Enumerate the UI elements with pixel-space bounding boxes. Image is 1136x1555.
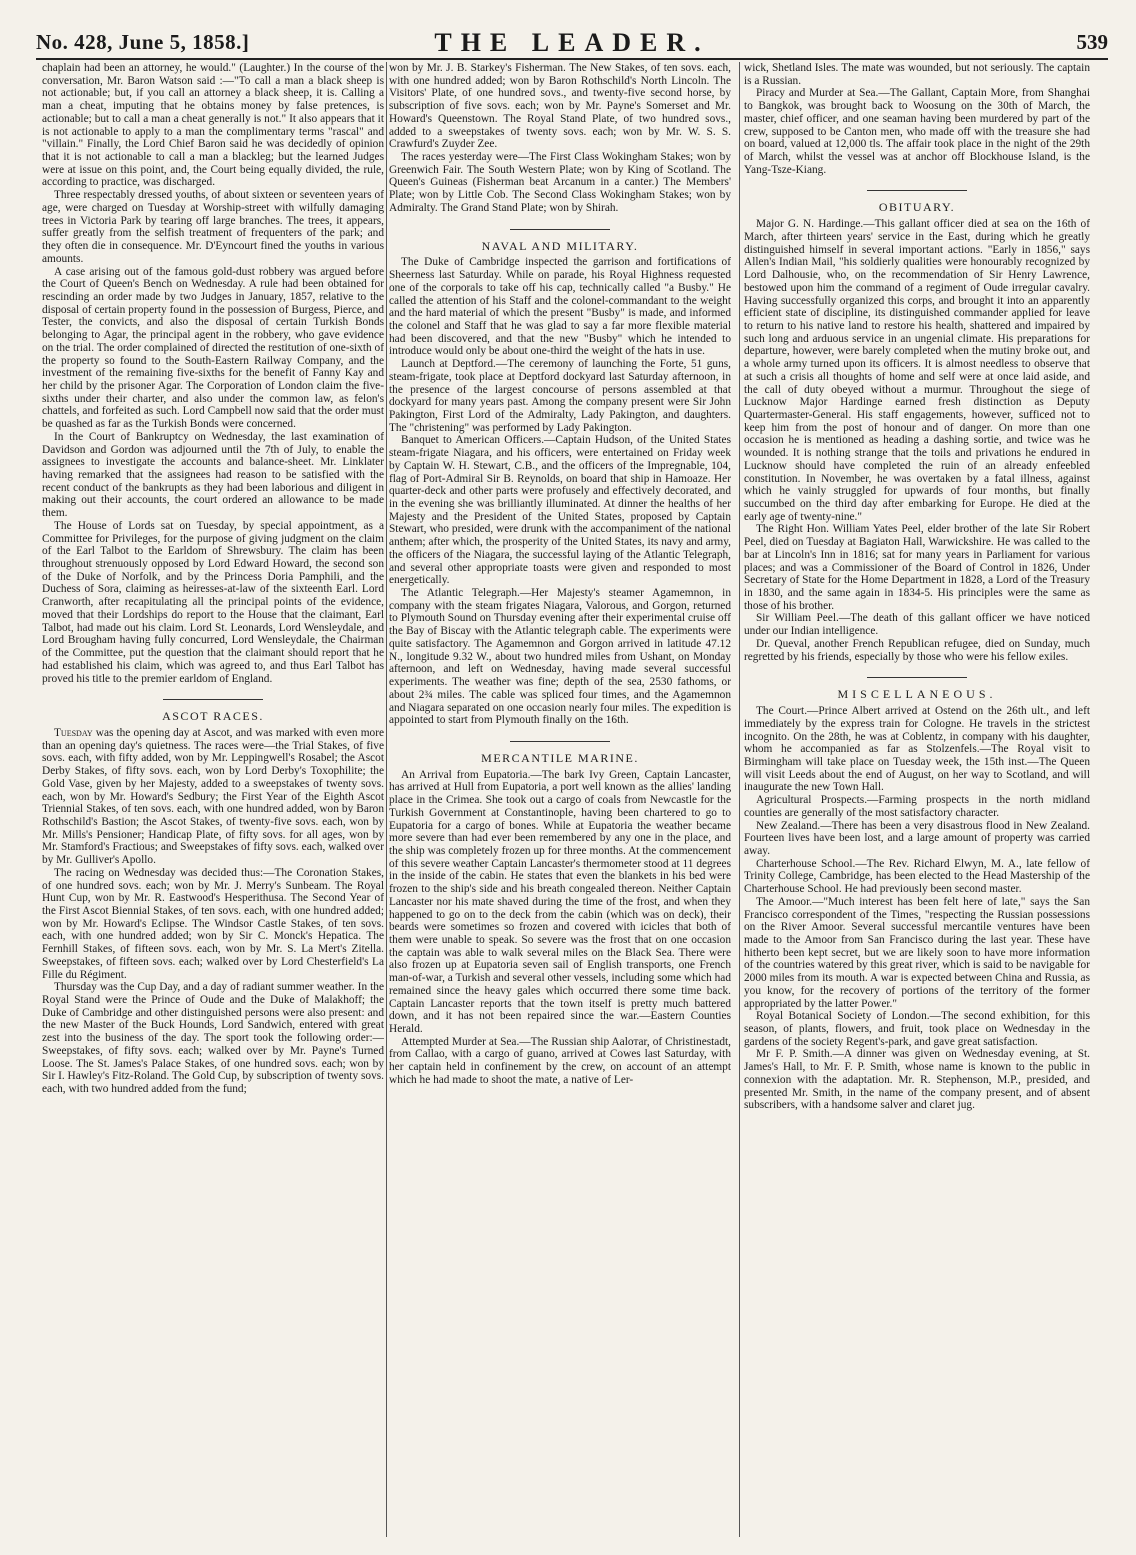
lead-word: Tuesday	[54, 726, 93, 739]
section-heading-naval: NAVAL AND MILITARY.	[481, 238, 639, 253]
article-paragraph: The Atlantic Telegraph.—Her Majesty's steamer Agamemnon, in company with the steam frigates Niagara, Valorous, and Gorgon, returned to Plymouth Sound on Thursday evening after their experimental cruise off the Bay of Biscay with the Atlantic telegraph cable. The experiments were quite satisfactory. The Agamemnon and Gorgon arrived in latitude 47.12 N., longitude 9.32 W., about two hundred miles from Ushant, on Monday afternoon, and left on Wednesday, having made several successful experiments. The weather was fine; depth of the sea, 2530 fathoms, or about 2¾ miles. The cable was spliced four times, and the Agamemnon and Niagara separated on one occasion nearly four miles. The expedition is appointed to start from Plymouth finally on the 16th.	[389, 587, 731, 727]
article-paragraph: Charterhouse School.—The Rev. Richard Elwyn, M. A., late fellow of Trinity College, Cambridge, has been elected to the Head Mastership of the Charterhouse School. He had previously been second master.	[744, 857, 1090, 896]
column-divider	[386, 62, 387, 1537]
masthead	[36, 26, 1108, 60]
issue-date: No. 428, June 5, 1858.]	[36, 30, 250, 54]
article-paragraph: The races yesterday were—The First Class Wokingham Stakes; won by Greenwich Fair. The South Western Plate; won by King of Scotland. The Queen's Guineas (Fisherman beat Arcanum in a canter.) The Members' Plate; won by Little Cob. The Second Class Wokingham Stakes; won by Admiralty. The Grand Stand Plate; won by Shirah.	[389, 151, 731, 214]
section-heading-mercantile: MERCANTILE MARINE.	[481, 750, 639, 765]
section-heading-ascot: ASCOT RACES.	[162, 709, 264, 724]
article-paragraph: Piracy and Murder at Sea.—The Gallant, Captain More, from Shanghai to Bangkok, was brought back to Woosung on the 30th of March, the master, chief officer, and one seaman having been murdered by part of the crew, supposed to be Canton men, who made off with the treasure she had on board, valued at 12,000 tls. The affair took place in the night of the 29th of March, whilst the vessel was at anchor off Blockhouse Island, is the Yang-Tsze-Kiang.	[744, 87, 1090, 176]
article-paragraph: An Arrival from Eupatoria.—The bark Ivy Green, Captain Lancaster, has arrived at Hull from Eupatoria, a port well known as the allies' landing place in the Crimea. She took out a cargo of coals from Newcastle for the Turkish Government at Constantinople, having been chartered to go to Eupatoria for a cargo of bones. While at Eupatoria the weather became more severe than had ever been remembered by any one in the place, and the ship was completely frozen up for three months. At the commencement of this severe weather Captain Lancaster's thermometer stood at 11 degrees in the inside of the cabin. He states that even the blankets in his bed were frozen to the ship's side and his breath congealed thereon. Neither Captain Lancaster nor his mate shaved during the time of the frost, and when they happened to go on to the deck from the cabin (which was on deck), their beards were sometimes so frozen and covered with icicles that both of them were unable to speak. So severe was the frost that on one occasion the captain was able to walk several miles on the Black Sea. There were also frozen up at Eupatoria seven sail of English transports, one French man-of-war, a Turkish and several other vessels, including some which had remained since the heavy gales which occurred there some time back. Captain Lancaster reports that the town itself is pretty much battered down, and it has not been repaired since the war.—Eastern Counties Herald.	[389, 768, 731, 1036]
section-rule	[163, 699, 263, 700]
article-paragraph: Mr F. P. Smith.—A dinner was given on Wednesday evening, at St. James's Hall, to Mr. F. P. Smith, whose name is known to the public in connexion with the adaptation. Mr. R. Stephenson, M.P., presided, and presented Mr. Smith, in the name of the company present, and of absent subscribers, with a handsome salver and claret jug.	[744, 1048, 1090, 1112]
article-paragraph: The Right Hon. William Yates Peel, elder brother of the late Sir Robert Peel, died on Tuesday at Bagiaton Hall, Warwickshire. He was called to the bar at Lincoln's Inn in 1816; sat for many years in Parliament for various places; and was a Commissioner of the Board of Control in 1826, Under Secretary of State for the Home Department in 1828, a Lord of the Treasury in 1830, and the same again in 1834-5. His principles were the same as those of his brother.	[744, 523, 1090, 612]
article-paragraph: A case arising out of the famous gold-dust robbery was argued before the Court of Queen's Bench on Wednesday. A rule had been obtained for rescinding an order made by two Judges in January, 1857, relative to the disposal of certain property found in the possession of Burgess, Pierce, and Tester, the convicts, and also the disposal of certain Turkish Bonds belonging to Agar, the principal agent in the robbery, who gave evidence on the trial. The order complained of directed the restitution of one-sixth of the property so found to the South-Eastern Railway Company, and the investment of the remaining five-sixths for the benefit of Fanny Kay and her child by the prisoner Agar. The Corporation of London claim the five-sixths under their charter, and also under the common law, as felon's chattels, and forfeited as such. Lord Campbell now said that the order must be quashed as far as the Turkish Bonds were concerned.	[42, 265, 384, 431]
column-divider	[739, 62, 740, 1537]
newspaper-title: THE LEADER.	[434, 28, 710, 57]
article-paragraph: Attempted Murder at Sea.—The Russian ship Aaloтar, of Christinestadt, from Callao, with a cargo of guano, arrived at Cowes last Saturday, with her captain held in confinement by the crew, on account of an attempt which he had made to shoot the mate, a native of Ler-	[389, 1035, 731, 1086]
article-paragraph: Banquet to American Officers.—Captain Hudson, of the United States steam-frigate Niagara, and his officers, were entertained on Friday week by Captain W. H. Stewart, C.B., and the officers of the Impregnable, 104, flag of Port-Admiral Sir B. Reynolds, on board that ship in Hamoaze. Her quarter-deck and other parts were profusely and effectively decorated, and in the evening she was brilliantly illuminated. At dinner the healths of her Majesty and the President of the United States, proposed by Captain Stewart, who presided, were drunk with the accompaniment of the national anthem; after which, the prosperity of the United States, its navy and army, the officers of the Niagara, the successful laying of the Atlantic Telegraph, and several other appropriate toasts were given and responded to most energetically.	[389, 434, 731, 587]
page-number: 539	[1076, 30, 1108, 54]
column-3	[744, 62, 1090, 1542]
article-paragraph: New Zealand.—There has been a very disastrous flood in New Zealand. Fourteen lives have been lost, and a large amount of property was carried away.	[744, 819, 1090, 857]
article-paragraph: Sir William Peel.—The death of this gallant officer we have noticed under our Indian intelligence.	[744, 612, 1090, 638]
article-paragraph: Thursday was the Cup Day, and a day of radiant summer weather. In the Royal Stand were the Prince of Oude and the Duke of Malakhoff; the Duke of Cambridge and other distinguished persons were also present: and the new Master of the Buck Hounds, Lord Sandwich, entered with great zest into the business of the day. The sport took the following order:—Sweepstakes, of fifty sovs. each; walked over by Mr. Payne's Turned Loose. The St. James's Palace Stakes, of one hundred sovs. each; won by Sir I. Hawley's Fitz-Roland. The Gold Cup, by subscription of twenty sovs. each, with two hundred added from the fund;	[42, 981, 384, 1096]
article-paragraph: Three respectably dressed youths, of about sixteen or seventeen years of age, were charged on Tuesday at Worship-street with wilfully damaging trees in Victoria Park by tearing off large branches. The trees, it appears, suffer greatly from the selfish treatment of frequenters of the park; and they often die in consequence. Mr. D'Eyncourt fined the youths in various amounts.	[42, 189, 384, 265]
article-paragraph: The racing on Wednesday was decided thus:—The Coronation Stakes, of one hundred sovs. each; won by Mr. J. Merry's Sunbeam. The Royal Hunt Cup, won by Mr. R. Eastwood's Hesperithusa. The Second Year of the First Ascot Biennial Stakes, of ten sovs. each, with one hundred added; won by Mr. Howard's Eclipse. The Windsor Castle Stakes, of ten sovs. each, with one hundred added; won by Sir C. Monck's Hepatica. The Fernhill Stakes, of fifteen sovs. each, won by Mr. S. La Mert's Zitella. Sweepstakes, of fifteen sovs. each; walked over by Lord Chesterfield's La Fille du Régiment.	[42, 866, 384, 981]
article-paragraph: chaplain had been an attorney, he would." (Laughter.) In the course of the conversation, Mr. Baron Watson said :—"To call a man a black sheep is not actionable; but, if you call an attorney a black sheep, it is. Calling a man a cheat, imputing that he obtains money by false pretences, is actionable; but to call a man a cheat generally is not." It also appears that it is not actionable to apply to a man the complimentary terms "rascal" and "villain." Finally, the Lord Chief Baron said he was decidedly of opinion that it is not actionable to call a man a blackleg; but the learned Judges were at issue on this point, and, the Court being equally divided, the rule, according to practice, was discharged.	[42, 62, 384, 189]
article-paragraph: Dr. Queval, another French Republican refugee, died on Sunday, much regretted by his friends, especially by those who were his fellow exiles.	[744, 637, 1090, 663]
article-paragraph: The House of Lords sat on Tuesday, by special appointment, as a Committee for Privileges, for the purpose of giving judgment on the claim of the Earl Talbot to the Earldom of Shrewsbury. The claim has been throughout strenuously opposed by Lord Edward Howard, the second son of the Duke of Norfolk, and by the Princess Doria Pamphili, and the Duchess of Sora, claiming as heiresses-at-law of the sixteenth Earl. Lord Cranworth, after recapitulating all the principal points of the evidence, moved that their Lordships do report to the House that the claimant, Earl Talbot, had made out his claim. Lord St. Leonards, Lord Wensleydale, and Lord Brougham having fully concurred, Lord Wensleydale, the Chairman of the Committee, put the question that the claimant should report that he had established his claim, which was agreed to, and thus Earl Talbot has proved his title to the premier earldom of England.	[42, 519, 384, 685]
section-rule	[867, 190, 967, 191]
section-rule	[510, 741, 610, 742]
article-paragraph: Royal Botanical Society of London.—The second exhibition, for this season, of plants, flowers, and fruit, took place on Wednesday in the gardens of the society Regent's-park, and gave great satisfaction.	[744, 1010, 1090, 1048]
column-2	[389, 62, 731, 1542]
section-heading-miscellaneous: MISCELLANEOUS.	[837, 687, 997, 702]
article-paragraph: won by Mr. J. B. Starkey's Fisherman. The New Stakes, of ten sovs. each, with one hundred added; won by Baron Rothschild's North Lincoln. The Visitors' Plate, of one hundred sovs., and twenty-five second horse, by subscription of five sovs. each; won by Mr. Payne's Somerset and Mr. Howard's Queenstown. The Royal Stand Plate, of two hundred sovs., added to a sweepstakes of twenty sovs. each; won by Mr. W. S. S. Crawfurd's Zuyder Zee.	[389, 62, 731, 151]
article-paragraph: In the Court of Bankruptcy on Wednesday, the last examination of Davidson and Gordon was adjourned until the 7th of July, to enable the assignees to investigate the accounts and balance-sheet. Mr. Linklater having remarked that the assignees had reason to be satisfied with the recent conduct of the bankrupts as they had been laborious and diligent in making out their accounts, the court ordered an allowance to be made them.	[42, 430, 384, 520]
section-rule	[867, 677, 967, 678]
article-paragraph: wick, Shetland Isles. The mate was wounded, but not seriously. The captain is a Russian.	[744, 62, 1090, 87]
article-paragraph: The Duke of Cambridge inspected the garrison and fortifications of Sheerness last Saturday. While on parade, his Royal Highness requested one of the corporals to take off his cap, technically called "a Busby." He called the attention of his Staff and the colonel-commandant to the weight and the hard material of which the present "Busby" is made, and informed the colonel and Staff that he was glad to say a far more flexible material had been discovered, and that the new "Busby" which he intended to introduce would only be about one-third the weight of the hats in use.	[389, 256, 731, 358]
article-paragraph: The Amoor.—"Much interest has been felt here of late," says the San Francisco correspondent of the Times, "respecting the Russian possessions on the River Amoor. Several successful mercantile ventures have been made to the Amoor from San Francisco during the last year. These have hitherto been kept secret, but we are likely soon to have more information of the countries watered by this great river, which is said to be navigable for 2000 miles from its mouth. A war is expected between China and Russia, as you know, for the recovery of portions of the territory of the former appropriated by the latter Power."	[744, 895, 1090, 1010]
section-heading-obituary: OBITUARY.	[878, 200, 956, 215]
article-paragraph: The Court.—Prince Albert arrived at Ostend on the 26th ult., and left immediately by the express train for Cologne. He travels in the strictest incognito. On the 28th, he was at Coblentz, in company with his daughter, whom he accompanied as far as Stolzenfels.—The Royal visit to Birmingham will take place on Tuesday week, the 15th inst.—The Queen will visit Leeds about the end of August, on her way to Scotland, and will inaugurate the new Town Hall.	[744, 705, 1090, 794]
article-paragraph: Launch at Deptford.—The ceremony of launching the Forte, 51 guns, steam-frigate, took place at Deptford dockyard last Saturday afternoon, in the presence of the largest concourse of persons assembled at that dockyard for many years past. Among the company present were Sir John Pakington, First Lord of the Admiralty, Lady Pakington, and daughters. The "christening" was performed by Lady Pakington.	[389, 358, 731, 434]
column-1	[42, 62, 384, 1542]
article-paragraph: Major G. N. Hardinge.—This gallant officer died at sea on the 16th of March, after thirteen years' service in the East, during which he greatly distinguished himself in several important actions. "Early in 1856," says Allen's Indian Mail, "his soldierly qualities were honourably recognized by Lord Dalhousie, who, on the recommendation of Sir Henry Lawrence, bestowed upon him the command of a regiment of Oude irregular cavalry. Having successfully organized this corps, and brought it into an apparently efficient state of discipline, its distinguished commander applied for leave to return to his native land to restore his health, shattered and impaired by such long and arduous service in an ungenial climate. His preparations for departure, however, were barely completed when the mutiny broke out, and a whole army turned upon its officers. It is almost needless to observe that at such a crisis all thoughts of home and self were at once laid aside, and the call of duty obeyed without a murmur. Throughout the siege of Lucknow Major Hardinge earned fresh distinction as Deputy Quartermaster-General. His staff engagements, however, sufficed not to keep him from the post of honour and of danger. On more than one occasion he is mentioned as heading a dashing sortie, and twice was he wounded. It is nothing strange that the toils and privations he endured in Lucknow should have completed the ruin of an already enfeebled constitution. In November, he was overtaken by a fatal illness, against which he vainly struggled for upwards of four months, but finally succumbed on the third day after embarking for Europe. He died at the early age of twenty-nine."	[744, 218, 1090, 523]
article-text: was the opening day at Ascot, and was marked with even more than an opening day's quietness. The races were—the Trial Stakes, of five sovs. each, with fifty added, won by Mr. Leppingwell's Rosabel; the Ascot Derby Stakes, of fifty sovs. each, won by Lord Derby's Toxophilite; the Gold Vase, given by her Majesty, added to a sweepstakes of twenty sovs. each, won by Mr. Howard's Sedbury; the First Year of the Eighth Ascot Triennial Stakes, of ten sovs. each, with one hundred added, won by Baron Rothschild's Bastion; the Ascot Stakes, of twenty-five sovs. each, won by Mr. Mills's Pensioner; Handicap Plate, of fifty sovs. for all ages, won by Mr. Stamford's Fractious; and Sweepstakes of fifty sovs. each, walked over by Mr. Gulliver's Apollo.	[42, 726, 384, 867]
section-rule	[510, 229, 610, 230]
article-paragraph: Agricultural Prospects.—Farming prospects in the north midland counties are generally of the most satisfactory character.	[744, 794, 1090, 819]
